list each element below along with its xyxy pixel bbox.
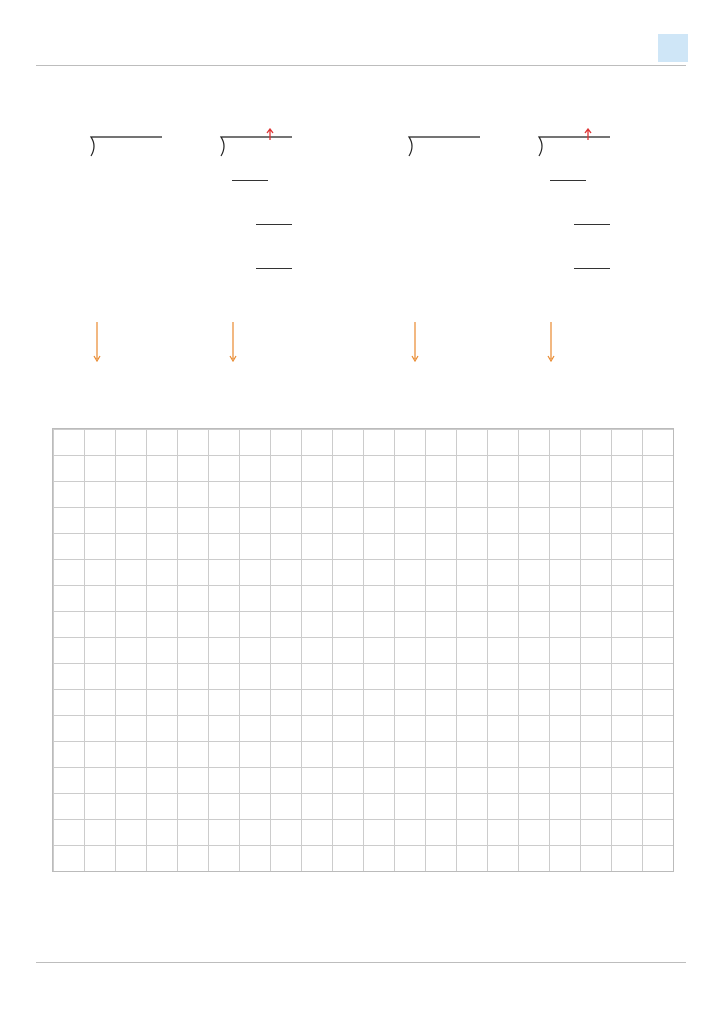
practice-grid [52,428,674,872]
example2-solved-bracket [538,136,614,160]
example2-down-arrow-left [410,322,420,362]
example1-decimal-up-arrow [266,128,274,140]
example2-down-arrow-right [546,322,556,362]
example1-problem-bracket [90,136,166,160]
example1-step-line [232,180,268,181]
footer-divider [36,962,686,963]
example2-step-line [574,224,610,225]
problem-1 [60,430,200,490]
level-badge [658,34,688,62]
header-divider [36,65,686,66]
example1-solved-bracket [220,136,296,160]
example1-down-arrow-right [228,322,238,362]
example1-down-arrow-left [92,322,102,362]
example2-step-line [574,268,610,269]
example1-step-line [256,268,292,269]
example1-step-line [256,224,292,225]
example2-decimal-up-arrow [584,128,592,140]
example2-step-line [550,180,586,181]
example2-problem-bracket [408,136,484,160]
